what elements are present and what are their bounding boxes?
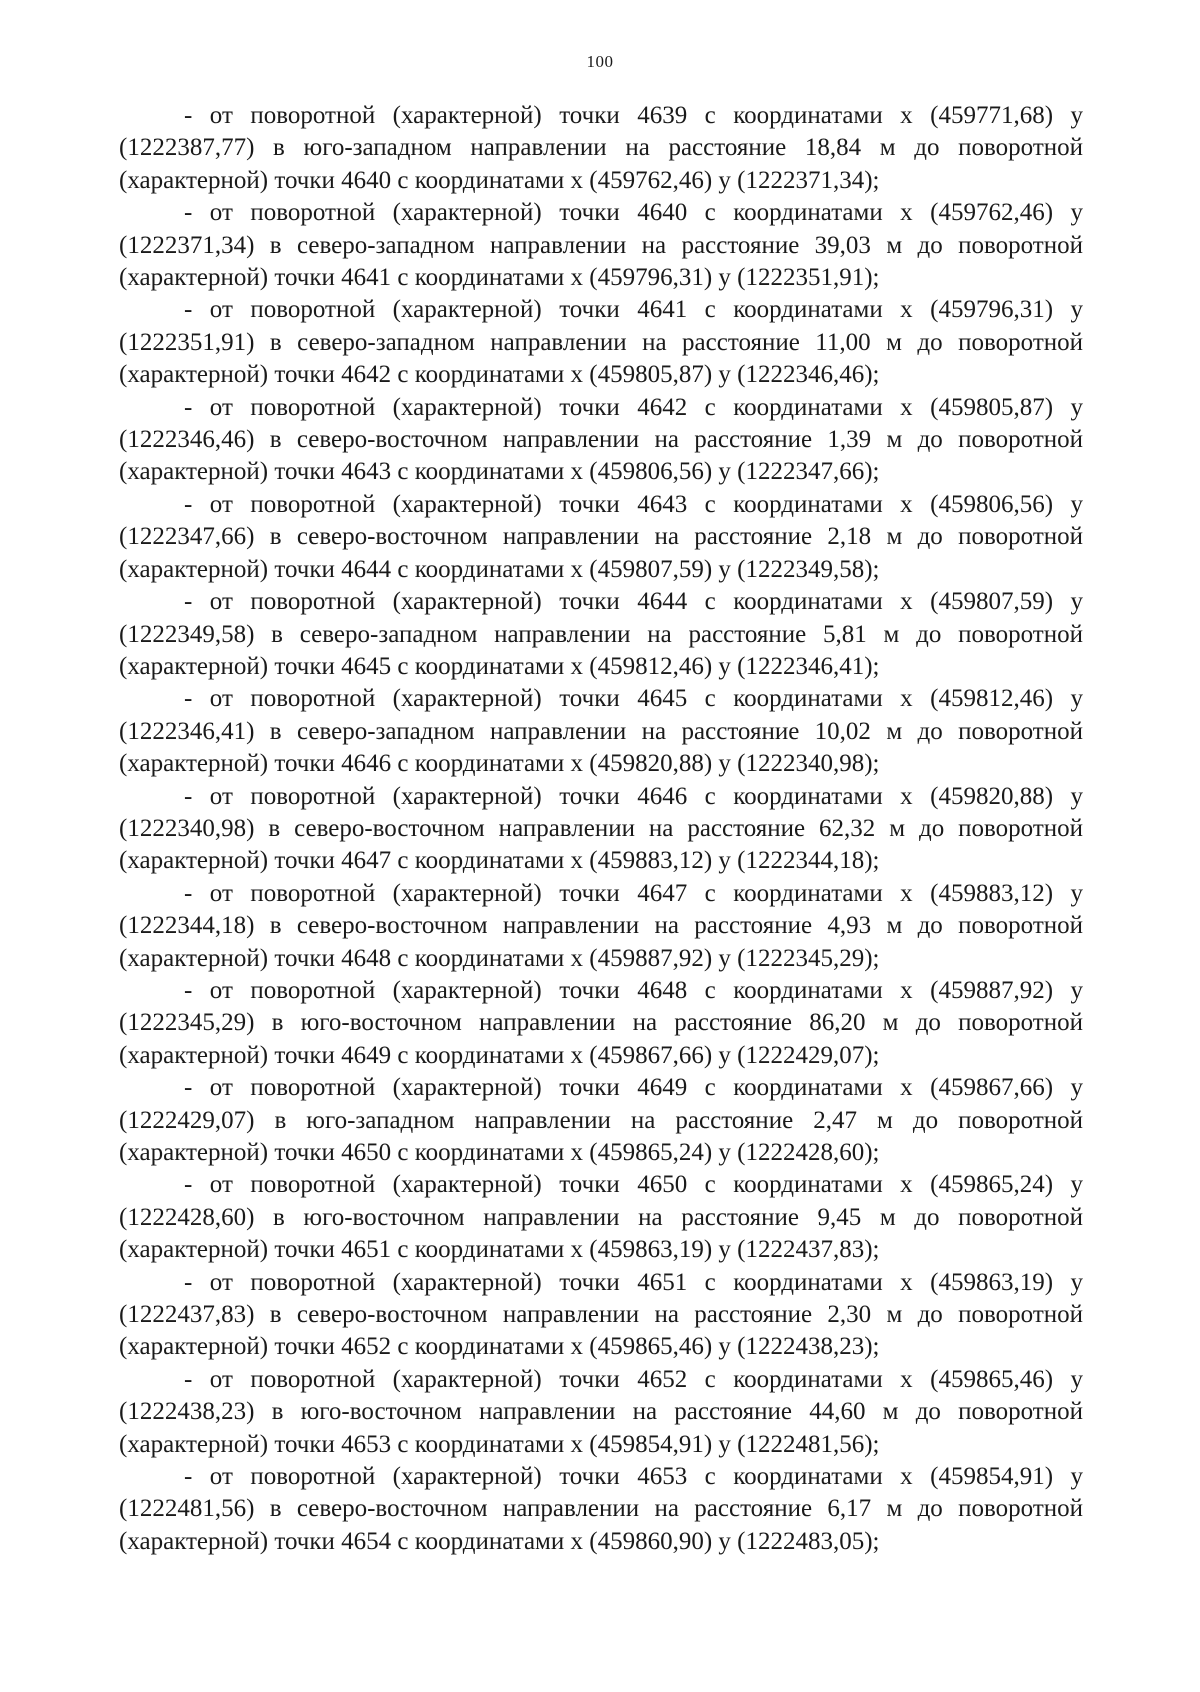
document-body: [119, 100, 1083, 1558]
boundary-segment-paragraph: - от поворотной (характерной) точки 4651 с координатами х (459863,19) у (1222437,83) в северо-восточном направлении на расстояние 2,30 м до поворотной (характерной) точки 4652 с координатами х (459865,46) у (1222438,23);: [119, 1268, 1083, 1361]
boundary-segment-paragraph: - от поворотной (характерной) точки 4650 с координатами х (459865,24) у (1222428,60) в юго-восточном направлении на расстояние 9,45 м до поворотной (характерной) точки 4651 с координатами х (459863,19) у (1222437,83);: [119, 1171, 1083, 1264]
boundary-segment-paragraph: - от поворотной (характерной) точки 4639 с координатами х (459771,68) у (1222387,77) в юго-западном направлении на расстояние 18,84 м до поворотной (характерной) точки 4640 с координатами х (459762,46) у (1222371,34);: [119, 102, 1083, 194]
boundary-segment-paragraph: - от поворотной (характерной) точки 4646 с координатами х (459820,88) у (1222340,98) в северо-восточном направлении на расстояние 62,32 м до поворотной (характерной) точки 4647 с координатами х (459883,12) у (1222344,18);: [119, 782, 1083, 875]
boundary-segment-paragraph: - от поворотной (характерной) точки 4648 с координатами х (459887,92) у (1222345,29) в юго-восточном направлении на расстояние 86,20 м до поворотной (характерной) точки 4649 с координатами х (459867,66) у (1222429,07);: [119, 976, 1083, 1069]
boundary-segment-paragraph: - от поворотной (характерной) точки 4649 с координатами х (459867,66) у (1222429,07) в юго-западном направлении на расстояние 2,47 м до поворотной (характерной) точки 4650 с координатами х (459865,24) у (1222428,60);: [119, 1074, 1083, 1166]
boundary-segment-paragraph: - от поворотной (характерной) точки 4645 с координатами х (459812,46) у (1222346,41) в северо-западном направлении на расстояние 10,02 м до поворотной (характерной) точки 4646 с координатами х (459820,88) у (1222340,98);: [119, 685, 1083, 778]
boundary-segment-paragraph: - от поворотной (характерной) точки 4647 с координатами х (459883,12) у (1222344,18) в северо-восточном направлении на расстояние 4,93 м до поворотной (характерной) точки 4648 с координатами х (459887,92) у (1222345,29);: [119, 879, 1083, 972]
boundary-segment-paragraph: - от поворотной (характерной) точки 4640 с координатами х (459762,46) у (1222371,34) в северо-западном направлении на расстояние 39,03 м до поворотной (характерной) точки 4641 с координатами х (459796,31) у (1222351,91);: [119, 199, 1083, 292]
page-number: 100: [586, 52, 614, 71]
boundary-segment-paragraph: - от поворотной (характерной) точки 4641 с координатами х (459796,31) у (1222351,91) в северо-западном направлении на расстояние 11,00 м до поворотной (характерной) точки 4642 с координатами х (459805,87) у (1222346,46);: [119, 296, 1083, 389]
boundary-segment-paragraph: - от поворотной (характерной) точки 4644 с координатами х (459807,59) у (1222349,58) в северо-западном направлении на расстояние 5,81 м до поворотной (характерной) точки 4645 с координатами х (459812,46) у (1222346,41);: [119, 588, 1083, 680]
boundary-segment-paragraph: - от поворотной (характерной) точки 4653 с координатами х (459854,91) у (1222481,56) в северо-восточном направлении на расстояние 6,17 м до поворотной (характерной) точки 4654 с координатами х (459860,90) у (1222483,05);: [119, 1463, 1083, 1555]
boundary-segment-paragraph: - от поворотной (характерной) точки 4642 с координатами х (459805,87) у (1222346,46) в северо-восточном направлении на расстояние 1,39 м до поворотной (характерной) точки 4643 с координатами х (459806,56) у (1222347,66);: [119, 393, 1083, 486]
boundary-segment-paragraph: - от поворотной (характерной) точки 4652 с координатами х (459865,46) у (1222438,23) в юго-восточном направлении на расстояние 44,60 м до поворотной (характерной) точки 4653 с координатами х (459854,91) у (1222481,56);: [119, 1365, 1083, 1458]
boundary-segment-paragraph: - от поворотной (характерной) точки 4643 с координатами х (459806,56) у (1222347,66) в северо-восточном направлении на расстояние 2,18 м до поворотной (характерной) точки 4644 с координатами х (459807,59) у (1222349,58);: [119, 490, 1083, 583]
